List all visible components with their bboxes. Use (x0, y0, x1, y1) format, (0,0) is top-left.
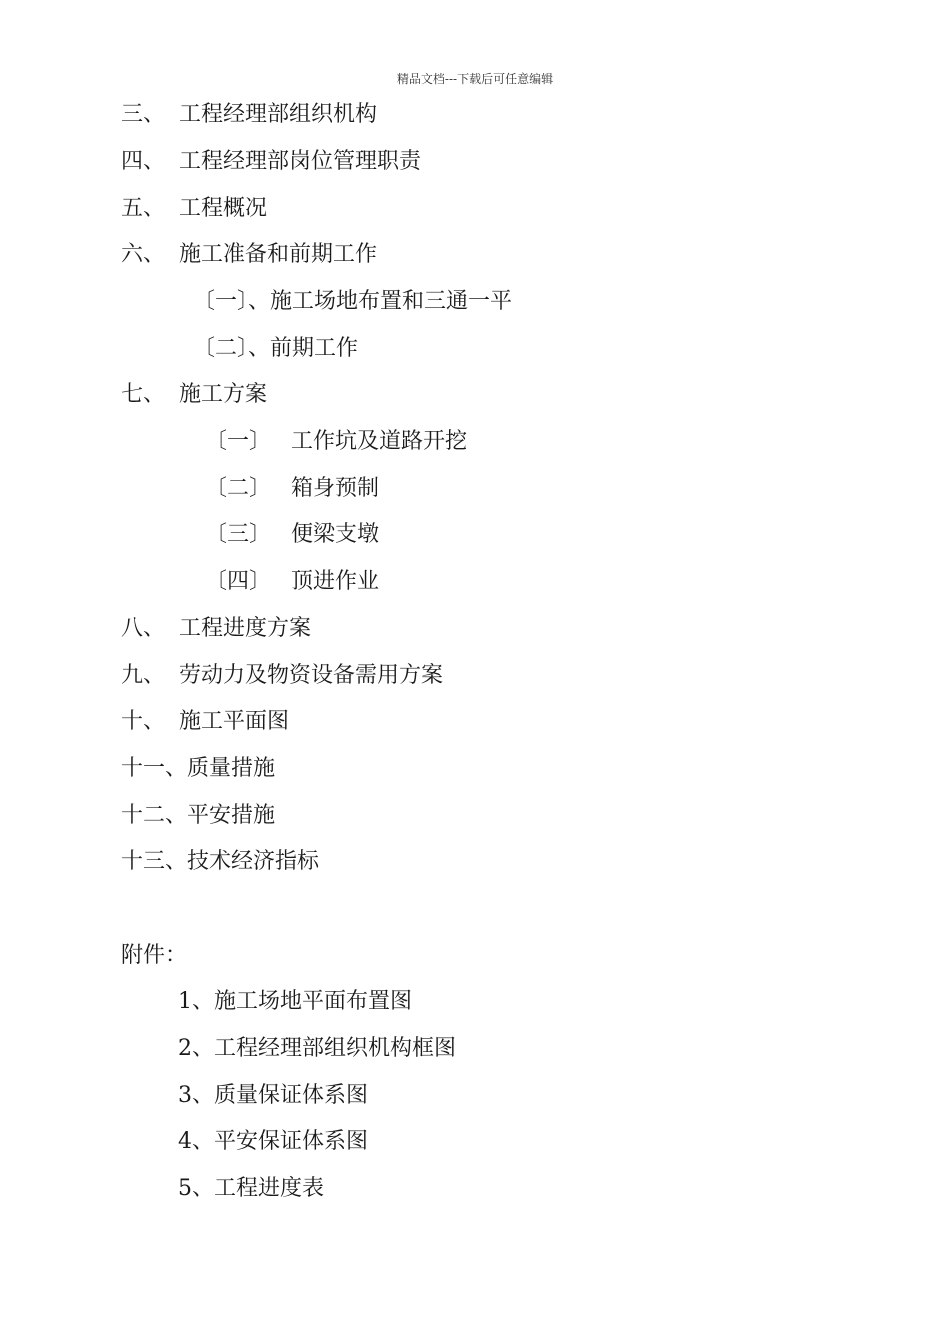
attachment-item: 5、工程进度表 (178, 1176, 324, 1201)
attachment-item: 3、质量保证体系图 (178, 1083, 368, 1108)
toc-subitem-7-1 (205, 427, 468, 457)
toc-item-8 (121, 614, 311, 644)
toc-subitem-6-2: 〔二〕、前期工作 (193, 336, 359, 361)
toc-item-4 (121, 147, 421, 177)
toc-item-9 (121, 661, 443, 691)
attachment-item: 2、工程经理部组织机构框图 (178, 1036, 456, 1061)
toc-title: 施工方案 (179, 382, 268, 407)
toc-subitem-7-2 (205, 474, 380, 504)
toc-title: 工程经理部岗位管理职责 (179, 149, 422, 174)
toc-title: 工作坑及道路开挖 (291, 429, 468, 454)
attachments-heading: 附件： (121, 943, 188, 968)
page-header: 精品文档---下载后可任意编辑 (396, 72, 554, 86)
toc-title: 顶进作业 (291, 569, 380, 594)
toc-title: 便梁支墩 (291, 522, 380, 547)
toc-number: 四、 (121, 149, 166, 174)
attachment-item: 1、施工场地平面布置图 (178, 989, 412, 1014)
toc-item-6 (121, 240, 377, 270)
toc-number: 五、 (121, 196, 166, 221)
toc-title: 施工准备和前期工作 (179, 242, 378, 267)
toc-number: 七、 (121, 382, 166, 407)
toc-title: 工程经理部组织机构 (179, 102, 378, 127)
attachment-item: 4、平安保证体系图 (178, 1129, 368, 1154)
toc-number: 十、 (121, 709, 166, 734)
toc-item-11: 十一、质量措施 (121, 756, 276, 781)
toc-number: 〔二〕 (205, 476, 272, 501)
toc-number: 八、 (121, 616, 166, 641)
toc-number: 三、 (121, 102, 166, 127)
toc-subitem-6-1: 〔一〕、施工场地布置和三通一平 (193, 289, 513, 314)
toc-number: 九、 (121, 663, 166, 688)
toc-item-10 (121, 707, 289, 737)
toc-title: 工程概况 (179, 196, 268, 221)
toc-number: 〔一〕 (205, 429, 272, 454)
toc-number: 〔四〕 (205, 569, 272, 594)
toc-number: 六、 (121, 242, 166, 267)
toc-item-12: 十二、平安措施 (121, 803, 276, 828)
toc-title: 箱身预制 (291, 476, 380, 501)
toc-title: 施工平面图 (179, 709, 290, 734)
toc-number: 〔三〕 (205, 522, 272, 547)
toc-title: 劳动力及物资设备需用方案 (179, 663, 444, 688)
toc-item-13: 十三、技术经济指标 (121, 849, 320, 874)
toc-item-5 (121, 194, 267, 224)
toc-subitem-7-4 (205, 567, 380, 597)
toc-subitem-7-3 (205, 520, 380, 550)
toc-title: 工程进度方案 (179, 616, 312, 641)
toc-item-3 (121, 100, 377, 130)
toc-item-7 (121, 380, 267, 410)
